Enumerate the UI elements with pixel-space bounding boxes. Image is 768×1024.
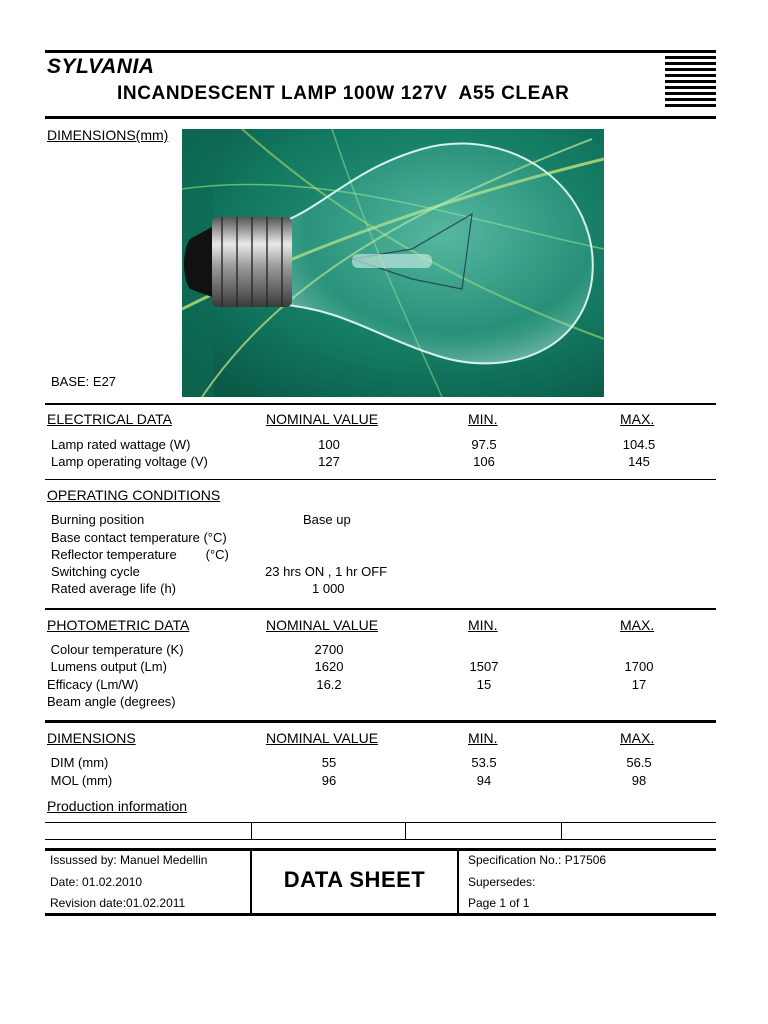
operating-row-label: Switching cycle <box>51 564 140 579</box>
dimensions-col-nominal: NOMINAL VALUE <box>266 730 379 746</box>
footer-bottom-rule <box>45 913 716 916</box>
electrical-row-label: Lamp rated wattage (W) <box>51 437 191 452</box>
electrical-title: ELECTRICAL DATA <box>47 411 172 427</box>
operating-row-value: 23 hrs ON , 1 hr OFF <box>265 564 388 579</box>
photometric-row-label: Colour temperature (K) <box>47 642 184 657</box>
dimensions-row-label: DIM (mm) <box>47 755 109 770</box>
electrical-row-max: 104.5 <box>622 437 656 452</box>
photometric-row-nominal: 1620 <box>314 659 344 674</box>
page-title: INCANDESCENT LAMP 100W 127V A55 CLEAR <box>117 83 570 104</box>
operating-title: OPERATING CONDITIONS <box>47 487 221 503</box>
lamp-photo <box>182 129 604 397</box>
dimensions-image-label: DIMENSIONS(mm) <box>47 127 169 143</box>
operating-row-label: Reflector temperature (°C) <box>51 547 229 562</box>
production-table-top <box>45 822 716 823</box>
operating-row-value: 1 000 <box>312 581 345 596</box>
document-type: DATA SHEET <box>283 867 426 892</box>
dimensions-row-nominal: 55 <box>321 755 337 770</box>
electrical-col-max: MAX. <box>620 411 655 427</box>
photometric-row-min: 15 <box>476 677 492 692</box>
photometric-row-min: 1507 <box>469 659 499 674</box>
production-title: Production information <box>47 798 188 814</box>
electrical-row-min: 106 <box>473 454 495 469</box>
photometric-row-label: Lumens output (Lm) <box>47 659 167 674</box>
photometric-col-max: MAX. <box>620 617 655 633</box>
dimensions-title: DIMENSIONS <box>47 730 136 746</box>
operating-row-value: Base up <box>303 512 351 527</box>
page-number: Page 1 of 1 <box>468 896 530 910</box>
dimensions-col-min: MIN. <box>468 730 498 746</box>
rule-electrical <box>45 403 716 405</box>
base-type: BASE: E27 <box>51 374 117 389</box>
electrical-row-label: Lamp operating voltage (V) <box>51 454 208 469</box>
photometric-row-nominal: 16.2 <box>316 677 342 692</box>
issue-date: Date: 01.02.2010 <box>50 875 143 889</box>
dimensions-row-max: 98 <box>631 773 647 788</box>
dimensions-row-min: 94 <box>476 773 492 788</box>
photometric-row-label: Efficacy (Lm/W) <box>47 677 139 692</box>
photometric-row-max: 1700 <box>624 659 654 674</box>
production-table-divider <box>561 822 562 840</box>
operating-row-label: Burning position <box>51 512 145 527</box>
rule-dimensions <box>45 720 716 723</box>
revision-date: Revision date:01.02.2011 <box>50 896 186 910</box>
top-rule <box>45 50 716 53</box>
operating-row-label: Base contact temperature (°C) <box>51 530 227 545</box>
electrical-row-min: 97.5 <box>471 437 497 452</box>
electrical-col-nominal: NOMINAL VALUE <box>266 411 379 427</box>
photometric-row-max: 17 <box>631 677 647 692</box>
specification-number: Specification No.: P17506 <box>468 853 607 867</box>
electrical-row-max: 145 <box>628 454 650 469</box>
electrical-row-nominal: 127 <box>318 454 340 469</box>
light-bulb-icon <box>182 129 604 397</box>
dimensions-row-max: 56.5 <box>626 755 652 770</box>
production-table-divider <box>251 822 252 840</box>
dimensions-col-max: MAX. <box>620 730 655 746</box>
brand-logo: SYLVANIA <box>47 55 155 78</box>
dimensions-row-nominal: 96 <box>321 773 337 788</box>
production-table-divider <box>405 822 406 840</box>
photometric-row-label: Beam angle (degrees) <box>47 694 176 709</box>
photometric-row-nominal: 2700 <box>314 642 344 657</box>
production-table-bottom <box>45 839 716 840</box>
issued-by: Issussed by: Manuel Medellin <box>50 853 208 867</box>
header-bottom-rule <box>45 116 716 119</box>
photometric-col-nominal: NOMINAL VALUE <box>266 617 379 633</box>
stripes-logo-icon <box>665 56 716 112</box>
supersedes: Supersedes: <box>468 875 536 889</box>
footer-divider <box>457 848 459 915</box>
dimensions-row-label: MOL (mm) <box>47 773 113 788</box>
operating-row-label: Rated average life (h) <box>51 581 177 596</box>
electrical-row-nominal: 100 <box>318 437 340 452</box>
photometric-title: PHOTOMETRIC DATA <box>47 617 190 633</box>
rule-photometric <box>45 608 716 610</box>
dimensions-row-min: 53.5 <box>471 755 497 770</box>
electrical-col-min: MIN. <box>468 411 498 427</box>
footer-top-rule <box>45 848 716 851</box>
rule-operating <box>45 479 716 480</box>
photometric-col-min: MIN. <box>468 617 498 633</box>
